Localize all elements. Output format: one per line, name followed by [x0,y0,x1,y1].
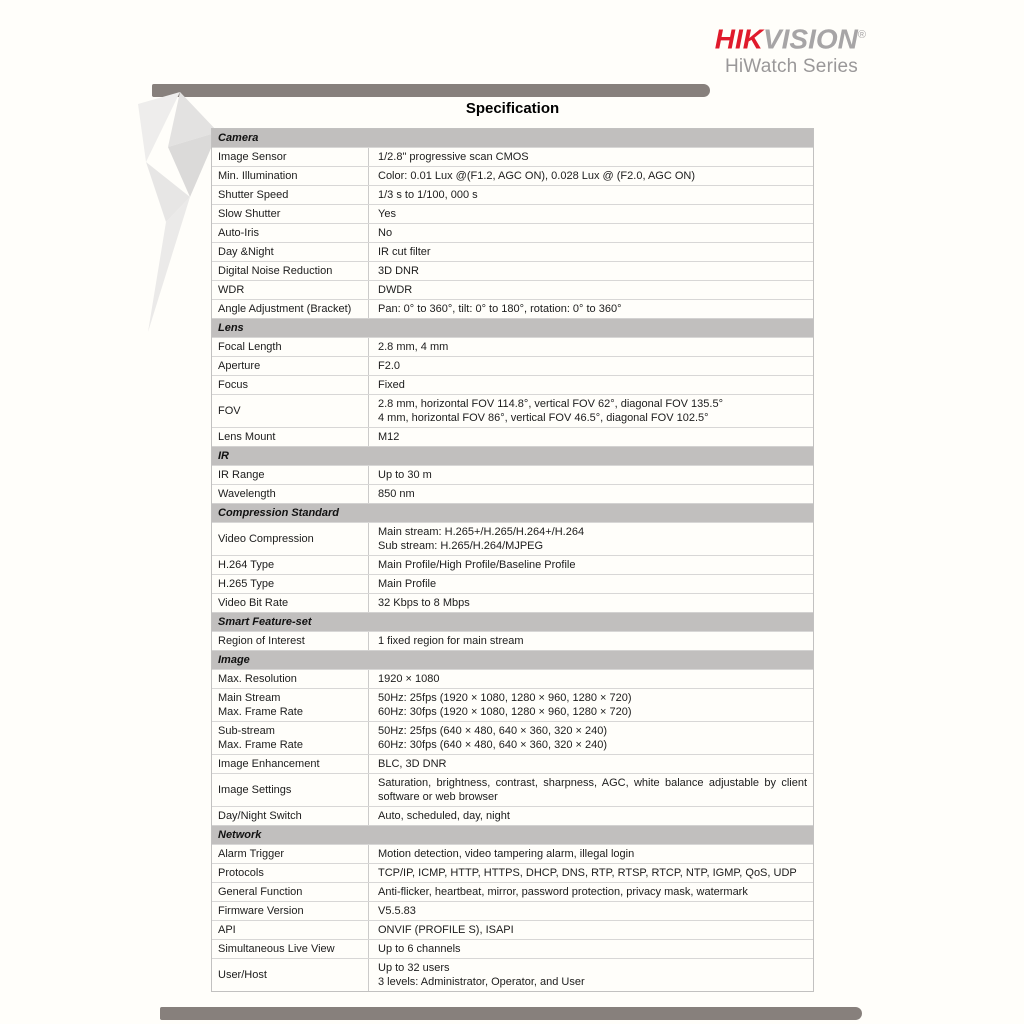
spec-value [369,395,813,427]
spec-value [369,485,813,503]
spec-label [212,262,369,280]
spec-value [369,376,813,394]
spec-value [369,940,813,958]
spec-value-line: Up to 32 users [378,962,450,974]
section-header-network: Network [212,825,813,844]
spec-row [212,863,813,882]
spec-label [212,722,369,754]
spec-label [212,167,369,185]
spec-label [212,921,369,939]
spec-label-line: Digital Noise Reduction [218,265,333,277]
spec-row [212,806,813,825]
spec-value-line: 1/3 s to 1/100, 000 s [378,189,478,201]
spec-label [212,376,369,394]
spec-value [369,148,813,166]
spec-label-line: Video Bit Rate [218,597,289,609]
spec-value [369,594,813,612]
spec-row [212,939,813,958]
spec-value-line: Main Profile [378,578,437,590]
spec-label-line: API [218,924,236,936]
spec-label-line: Auto-Iris [218,227,259,239]
spec-label [212,186,369,204]
section-header-camera: Camera [212,129,813,147]
spec-value [369,357,813,375]
spec-row [212,920,813,939]
spec-value-line: Sub stream: H.265/H.264/MJPEG [378,540,544,552]
spec-label [212,300,369,318]
section-header-ir: IR [212,446,813,465]
spec-label [212,224,369,242]
spec-row [212,242,813,261]
spec-value [369,262,813,280]
spec-label-line: Focus [218,379,248,391]
spec-value [369,205,813,223]
spec-value-line: Anti-flicker, heartbeat, mirror, password protection, privacy mask, watermark [378,886,748,898]
top-divider-bar [152,84,710,97]
spec-value-line: DWDR [378,284,413,296]
spec-value [369,224,813,242]
spec-label-line: Max. Frame Rate [218,706,303,718]
spec-value-line: 1/2.8" progressive scan CMOS [378,151,529,163]
spec-label-line: Image Sensor [218,151,287,163]
spec-value [369,845,813,863]
spec-label-line: Day/Night Switch [218,810,302,822]
spec-label [212,148,369,166]
hikvision-wordmark [715,20,866,54]
spec-row [212,427,813,446]
spec-label [212,632,369,650]
spec-label-line: Sub-stream [218,725,275,737]
spec-label [212,774,369,806]
spec-label [212,485,369,503]
section-header-lens: Lens [212,318,813,337]
spec-table [211,128,814,992]
spec-row [212,882,813,901]
brand-red-part: HIK [714,23,763,55]
spec-label [212,523,369,555]
spec-label-line: Angle Adjustment (Bracket) [218,303,352,315]
section-header-compression-standard: Compression Standard [212,503,813,522]
spec-label [212,940,369,958]
spec-row [212,522,813,555]
spec-value [369,670,813,688]
spec-row [212,773,813,806]
spec-value-line: TCP/IP, ICMP, HTTP, HTTPS, DHCP, DNS, RTP, RTSP, RTCP, NTP, IGMP, QoS, UDP [378,867,797,879]
spec-row [212,223,813,242]
spec-value-line: Pan: 0° to 360°, tilt: 0° to 180°, rotation: 0° to 360° [378,303,622,315]
spec-value-line: Main Profile/High Profile/Baseline Profile [378,559,576,571]
spec-row [212,593,813,612]
spec-label [212,338,369,356]
spec-value [369,883,813,901]
spec-label-line: H.264 Type [218,559,275,571]
spec-row [212,394,813,427]
brand-logo [715,20,866,78]
spec-value-line: Up to 30 m [378,469,432,481]
spec-row [212,465,813,484]
bottom-divider-bar [160,1007,862,1020]
spec-value-line: 60Hz: 30fps (1920 × 1080, 1280 × 960, 1280 × 720) [378,706,632,718]
spec-value-line: 2.8 mm, horizontal FOV 114.8°, vertical FOV 62°, diagonal FOV 135.5° [378,398,723,410]
spec-value [369,807,813,825]
spec-value-line: 4 mm, horizontal FOV 86°, vertical FOV 46.5°, diagonal FOV 102.5° [378,412,709,424]
spec-label [212,670,369,688]
spec-row [212,721,813,754]
spec-label-line: Image Settings [218,784,292,796]
spec-value [369,755,813,773]
spec-row [212,958,813,991]
spec-row [212,669,813,688]
spec-value-line: Color: 0.01 Lux @(F1.2, AGC ON), 0.028 Lux @ (F2.0, AGC ON) [378,170,696,182]
spec-row [212,484,813,503]
spec-value-line: ONVIF (PROFILE S), ISAPI [378,924,514,936]
spec-value [369,466,813,484]
spec-label [212,807,369,825]
spec-row [212,555,813,574]
spec-label [212,959,369,991]
spec-value [369,556,813,574]
spec-row [212,375,813,394]
spec-label [212,689,369,721]
spec-label-line: General Function [218,886,303,898]
spec-value-line: 50Hz: 25fps (640 × 480, 640 × 360, 320 × 240) [378,725,608,737]
spec-value-line: Up to 6 channels [378,943,461,955]
spec-label-line: Video Compression [218,533,314,545]
spec-value-line: 32 Kbps to 8 Mbps [378,597,470,609]
spec-row [212,337,813,356]
spec-label-line: H.265 Type [218,578,275,590]
spec-label-line: Simultaneous Live View [218,943,335,955]
series-label: HiWatch Series [724,56,858,78]
spec-row [212,166,813,185]
spec-row [212,631,813,650]
spec-value [369,921,813,939]
spec-label-line: Shutter Speed [218,189,289,201]
spec-label-line: Slow Shutter [218,208,281,220]
spec-value [369,243,813,261]
spec-value-line: IR cut filter [378,246,431,258]
spec-row [212,356,813,375]
spec-value-line: 1 fixed region for main stream [378,635,524,647]
brand-gray-part: VISION [762,23,858,55]
spec-row [212,280,813,299]
spec-row [212,688,813,721]
spec-label [212,755,369,773]
spec-label-line: Alarm Trigger [218,848,285,860]
spec-row [212,147,813,166]
spec-label-line: Focal Length [218,341,282,353]
spec-row [212,261,813,280]
spec-label [212,281,369,299]
spec-label-line: Region of Interest [218,635,305,647]
spec-value [369,632,813,650]
spec-value [369,722,813,754]
registered-mark: ® [857,29,866,41]
spec-label-line: Image Enhancement [218,758,320,770]
spec-label [212,845,369,863]
spec-value-line: Yes [378,208,396,220]
spec-label [212,395,369,427]
spec-label-line: Min. Illumination [218,170,298,182]
spec-row [212,185,813,204]
spec-row [212,901,813,920]
spec-value [369,428,813,446]
spec-value [369,774,813,806]
spec-label [212,902,369,920]
spec-value [369,281,813,299]
spec-label [212,864,369,882]
spec-label-line: FOV [218,405,241,417]
spec-label-line: Wavelength [218,488,276,500]
spec-value [369,167,813,185]
spec-row [212,204,813,223]
spec-label-line: Aperture [218,360,261,372]
spec-value-line: Main stream: H.265+/H.265/H.264+/H.264 [378,526,585,538]
spec-label [212,575,369,593]
spec-label-line: IR Range [218,469,265,481]
spec-label-line: User/Host [218,969,267,981]
spec-value-line: Motion detection, video tampering alarm, illegal login [378,848,635,860]
spec-label-line: Day &Night [218,246,274,258]
spec-row [212,299,813,318]
spec-value-line: Saturation, brightness, contrast, sharpness, AGC, white balance adjustable by client software or web browser [378,777,807,803]
spec-value-line: 3 levels: Administrator, Operator, and User [378,976,585,988]
spec-label [212,594,369,612]
spec-value-line: BLC, 3D DNR [378,758,447,770]
spec-value-line: F2.0 [378,360,401,372]
spec-label [212,243,369,261]
spec-value-line: 50Hz: 25fps (1920 × 1080, 1280 × 960, 1280 × 720) [378,692,632,704]
spec-row [212,754,813,773]
spec-label [212,556,369,574]
spec-value [369,575,813,593]
section-header-image: Image [212,650,813,669]
spec-value [369,338,813,356]
spec-label [212,466,369,484]
spec-label [212,883,369,901]
spec-label-line: Max. Resolution [218,673,297,685]
spec-row [212,574,813,593]
spec-label-line: Firmware Version [218,905,304,917]
spec-value [369,523,813,555]
spec-label-line: Lens Mount [218,431,276,443]
spec-value [369,902,813,920]
spec-label-line: Max. Frame Rate [218,739,303,751]
spec-label-line: Main Stream [218,692,281,704]
spec-value-line: 1920 × 1080 [378,673,440,685]
spec-row [212,844,813,863]
spec-value [369,689,813,721]
spec-value-line: Auto, scheduled, day, night [378,810,510,822]
spec-value-line: 850 nm [378,488,415,500]
section-header-smart-feature-set: Smart Feature-set [212,612,813,631]
spec-label-line: WDR [218,284,245,296]
spec-label-line: Protocols [218,867,264,879]
spec-value [369,864,813,882]
spec-value-line: M12 [378,431,400,443]
spec-label [212,428,369,446]
spec-value [369,186,813,204]
spec-value-line: Fixed [378,379,405,391]
spec-value [369,959,813,991]
spec-value-line: 2.8 mm, 4 mm [378,341,449,353]
spec-label [212,357,369,375]
spec-value-line: No [378,227,393,239]
page-title: Specification [465,100,560,117]
spec-value-line: 3D DNR [378,265,419,277]
spec-value [369,300,813,318]
spec-value-line: V5.5.83 [378,905,416,917]
spec-value-line: 60Hz: 30fps (640 × 480, 640 × 360, 320 × 240) [378,739,608,751]
spec-label [212,205,369,223]
